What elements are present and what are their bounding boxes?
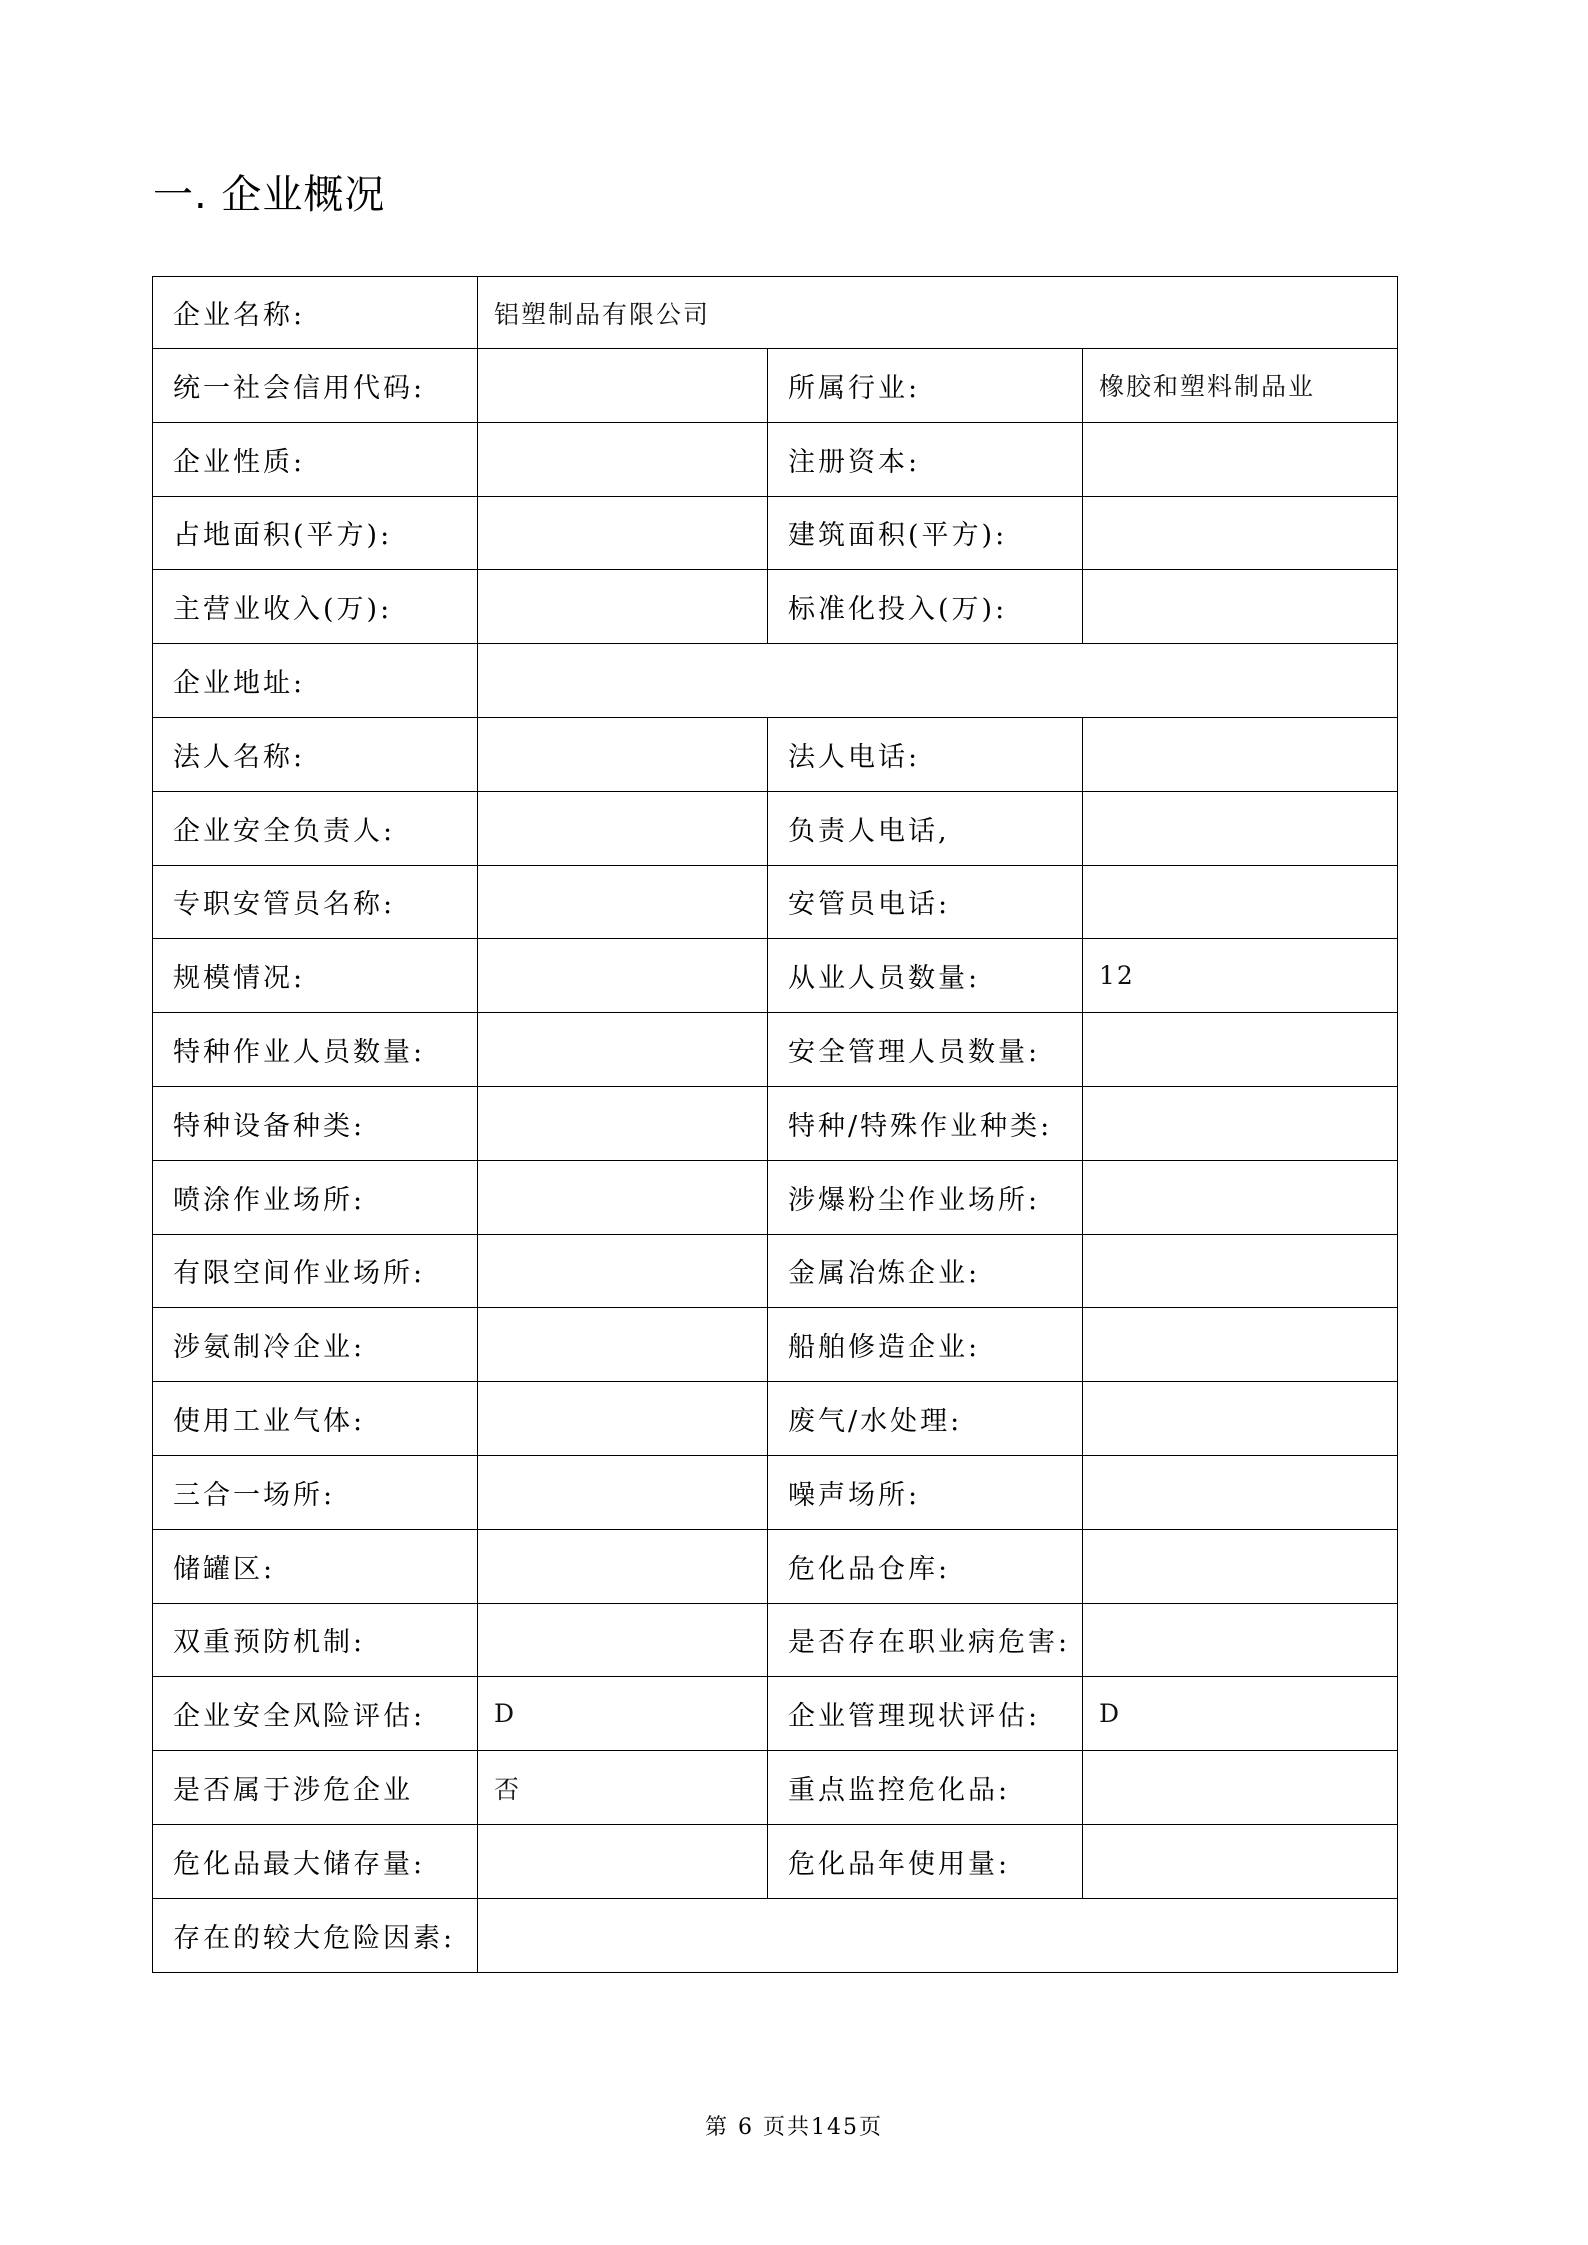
field-value (1083, 717, 1398, 791)
company-info-table (152, 276, 1398, 1973)
table-row (153, 349, 1398, 423)
field-value (478, 570, 768, 644)
field-label: 特种设备种类: (153, 1086, 478, 1160)
field-value (478, 1455, 768, 1529)
field-label: 危化品仓库: (768, 1529, 1083, 1603)
company-name-value: 铝塑制品有限公司 (478, 277, 1398, 349)
field-value (1083, 496, 1398, 570)
field-value (1083, 1603, 1398, 1677)
field-value (1083, 1455, 1398, 1529)
field-label: 专职安管员名称: (153, 865, 478, 939)
table-row (153, 865, 1398, 939)
field-label: 使用工业气体: (153, 1382, 478, 1456)
table-row (153, 791, 1398, 865)
table-row (153, 1603, 1398, 1677)
field-label: 法人电话: (768, 717, 1083, 791)
field-label: 负责人电话, (768, 791, 1083, 865)
table-row (153, 1898, 1398, 1972)
field-value (478, 422, 768, 496)
major-hazards-value (478, 1898, 1398, 1972)
field-value (478, 717, 768, 791)
field-label: 三合一场所: (153, 1455, 478, 1529)
field-value: 否 (478, 1751, 768, 1825)
field-label: 法人名称: (153, 717, 478, 791)
field-value: D (1083, 1677, 1398, 1751)
field-value (1083, 1382, 1398, 1456)
field-label: 废气/水处理: (768, 1382, 1083, 1456)
table-row (153, 1013, 1398, 1087)
field-value (478, 349, 768, 423)
field-label: 企业管理现状评估: (768, 1677, 1083, 1751)
field-label: 建筑面积(平方): (768, 496, 1083, 570)
field-value (478, 1824, 768, 1898)
table-row (153, 644, 1398, 718)
field-label: 标准化投入(万): (768, 570, 1083, 644)
table-row (153, 1160, 1398, 1234)
field-label: 船舶修造企业: (768, 1308, 1083, 1382)
field-value (1083, 1086, 1398, 1160)
company-name-label: 企业名称: (153, 277, 478, 349)
field-label: 是否属于涉危企业 (153, 1751, 478, 1825)
field-label: 噪声场所: (768, 1455, 1083, 1529)
table-row (153, 1751, 1398, 1825)
table-row (153, 277, 1398, 349)
field-label: 是否存在职业病危害: (768, 1603, 1083, 1677)
field-value (478, 496, 768, 570)
field-value (1083, 1160, 1398, 1234)
field-label: 重点监控危化品: (768, 1751, 1083, 1825)
field-value (478, 1603, 768, 1677)
field-label: 危化品最大储存量: (153, 1824, 478, 1898)
field-value (1083, 1529, 1398, 1603)
field-label: 占地面积(平方): (153, 496, 478, 570)
table-row (153, 570, 1398, 644)
field-label: 主营业收入(万): (153, 570, 478, 644)
field-label: 储罐区: (153, 1529, 478, 1603)
field-value (478, 1234, 768, 1308)
field-value (1083, 865, 1398, 939)
field-value (478, 1013, 768, 1087)
field-label: 统一社会信用代码: (153, 349, 478, 423)
field-value (478, 865, 768, 939)
field-label: 安全管理人员数量: (768, 1013, 1083, 1087)
field-value: D (478, 1677, 768, 1751)
field-value (1083, 1824, 1398, 1898)
field-label: 双重预防机制: (153, 1603, 478, 1677)
table-row (153, 1308, 1398, 1382)
field-label: 规模情况: (153, 939, 478, 1013)
field-label: 金属冶炼企业: (768, 1234, 1083, 1308)
field-label: 企业安全负责人: (153, 791, 478, 865)
field-label: 有限空间作业场所: (153, 1234, 478, 1308)
field-value (478, 1086, 768, 1160)
field-label: 安管员电话: (768, 865, 1083, 939)
table-row (153, 1382, 1398, 1456)
field-value (478, 1529, 768, 1603)
field-value (1083, 422, 1398, 496)
section-heading: 一. 企业概况 (153, 172, 386, 218)
field-value (478, 1382, 768, 1456)
address-value (478, 644, 1398, 718)
table-row (153, 1824, 1398, 1898)
field-value: 橡胶和塑料制品业 (1083, 349, 1398, 423)
field-label: 特种/特殊作业种类: (768, 1086, 1083, 1160)
table-row (153, 1086, 1398, 1160)
field-label: 注册资本: (768, 422, 1083, 496)
field-value (1083, 570, 1398, 644)
table-row (153, 939, 1398, 1013)
field-label: 所属行业: (768, 349, 1083, 423)
major-hazards-label: 存在的较大危险因素: (153, 1898, 478, 1972)
table-row (153, 496, 1398, 570)
table-row (153, 1234, 1398, 1308)
field-value (478, 1160, 768, 1234)
field-value (1083, 1013, 1398, 1087)
field-label: 从业人员数量: (768, 939, 1083, 1013)
table-row (153, 717, 1398, 791)
table-row (153, 422, 1398, 496)
field-label: 企业安全风险评估: (153, 1677, 478, 1751)
field-value (1083, 1308, 1398, 1382)
table-row (153, 1677, 1398, 1751)
field-label: 喷涂作业场所: (153, 1160, 478, 1234)
field-label: 企业性质: (153, 422, 478, 496)
field-value (478, 1308, 768, 1382)
field-label: 涉氨制冷企业: (153, 1308, 478, 1382)
field-label: 特种作业人员数量: (153, 1013, 478, 1087)
field-value (1083, 1234, 1398, 1308)
table-row (153, 1529, 1398, 1603)
address-label: 企业地址: (153, 644, 478, 718)
field-value (1083, 1751, 1398, 1825)
field-value (1083, 791, 1398, 865)
page-number: 第 6 页共145页 (705, 2115, 883, 2140)
field-label: 危化品年使用量: (768, 1824, 1083, 1898)
field-value (478, 791, 768, 865)
field-value (478, 939, 768, 1013)
field-label: 涉爆粉尘作业场所: (768, 1160, 1083, 1234)
field-value: 12 (1083, 939, 1398, 1013)
table-row (153, 1455, 1398, 1529)
